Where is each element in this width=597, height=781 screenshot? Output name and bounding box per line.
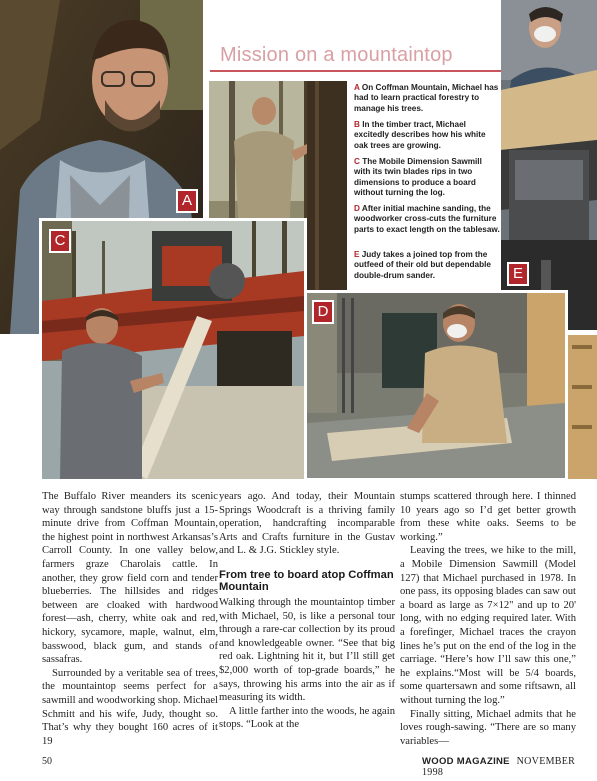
photo-e-tag: E [507, 262, 529, 286]
body-column-1 [42, 490, 218, 748]
folio-magazine: WOOD MAGAZINE [422, 756, 510, 767]
photo-d-tag: D [312, 300, 334, 324]
headline-rule [210, 70, 502, 72]
body-col2-para-2: A little farther into the woods, he again stops. “Look at the [219, 705, 395, 731]
body-col1-para-2: Surrounded by a veritable sea of trees, the mountaintop seems perfect for a sawmill and woodworking shop. Michael Schmitt and his wife, Judy, thought so. That’s why they bought 160 acres of it 19 [42, 667, 218, 747]
caption-e-letter: E [354, 250, 360, 259]
photo-d-tablesaw [307, 293, 565, 478]
caption-d-letter: D [354, 204, 360, 213]
headline: Mission on a mountaintop [220, 44, 453, 66]
caption-a-letter: A [354, 83, 360, 92]
photo-b-tree-trunk [307, 81, 347, 291]
caption-e-text: Judy takes a joined top from the outfeed of their old but dependable double-drum sander. [354, 250, 491, 280]
folio-right [422, 756, 597, 778]
caption-d [354, 204, 500, 235]
page-number: 50 [42, 756, 52, 767]
body-col2-para-1: Walking through the mountaintop timber with Michael, 50, is like a personal tour through a rare-car collection by its proud and knowledgeable owner. “See that big red oak. Lightning hit it, but I’ll still get $2,000 worth of top-grade boards,” he says, throwing his arms into the air as if measuring its width. [219, 596, 395, 704]
caption-d-text: After initial machine sanding, the woodworker cross-cuts the furniture parts to exact length on the tablesaw. [354, 204, 500, 234]
caption-b-text: In the timber tract, Michael excitedly describes how his white oak trees are growing. [354, 120, 486, 150]
photo-a-tag: A [176, 189, 198, 213]
body-col3-para-3: Finally sitting, Michael admits that he loves rough-sawing. “There are so many variables— [400, 708, 576, 747]
caption-b [354, 120, 500, 151]
body-column-3 [400, 490, 576, 748]
photo-c-sawmill [42, 221, 304, 479]
caption-c-text: The Mobile Dimension Sawmill with its twin blades rips in two dimensions to produce a board without turning the log. [354, 157, 482, 198]
caption-c [354, 157, 500, 199]
body-col3-para-1: stumps scattered through here. I thinned 10 years ago so I’d get better growth from these white oaks. Seems to be working.” [400, 491, 576, 543]
caption-c-letter: C [354, 157, 360, 166]
caption-b-letter: B [354, 120, 360, 129]
folio-date: NOVEMBER 1998 [422, 756, 576, 778]
caption-a [354, 83, 500, 114]
photo-shop-strip [568, 335, 597, 479]
photo-c-tag: C [49, 229, 71, 253]
body-col3-para-2: Leaving the trees, we hike to the mill, a Mobile Dimension Sawmill (Model 127) that Michael purchased in 1978. In one pass, its opposing blades can saw out a board as large as 7×12" and up to 20' long, with no edging required later. With a forefinger, Michael traces the crayon lines he’s put on the end of the log in the carriage. “Here’s how I’ll saw this one,” he explains.“Most will be 5/4 boards, some quartersawn and some riftsawn, all without turning the log.” [400, 545, 576, 706]
body-subhead: From tree to board atop Coffman Mountain [219, 568, 394, 594]
caption-e [354, 250, 500, 281]
caption-a-text: On Coffman Mountain, Michael has had to learn practical forestry to manage his trees. [354, 83, 499, 113]
body-column-2 [219, 490, 395, 732]
body-col1-para-1: The Buffalo River meanders its scenic way through sandstone bluffs just a 15-minute drive from Coffman Mountain, the highest point in northwest Arkansas’s Carroll County. In one valley below, farmers graze Charolais cattle. In another, they grow field corn and tender blueberries. The hillsides and ridges between are cloaked with hardwood forest—ash, cherry, white oak and red, hickory, sycamore, maple, walnut, elm, basswood, black gum, and stands of sassafras. [42, 491, 218, 666]
body-col2-para-top: years ago. And today, their Mountain Springs Woodcraft is a thriving family operation, handcrafting incomparable Arts and Crafts furniture in the Gustav and L. & J.G. Stickley style. [219, 491, 395, 557]
